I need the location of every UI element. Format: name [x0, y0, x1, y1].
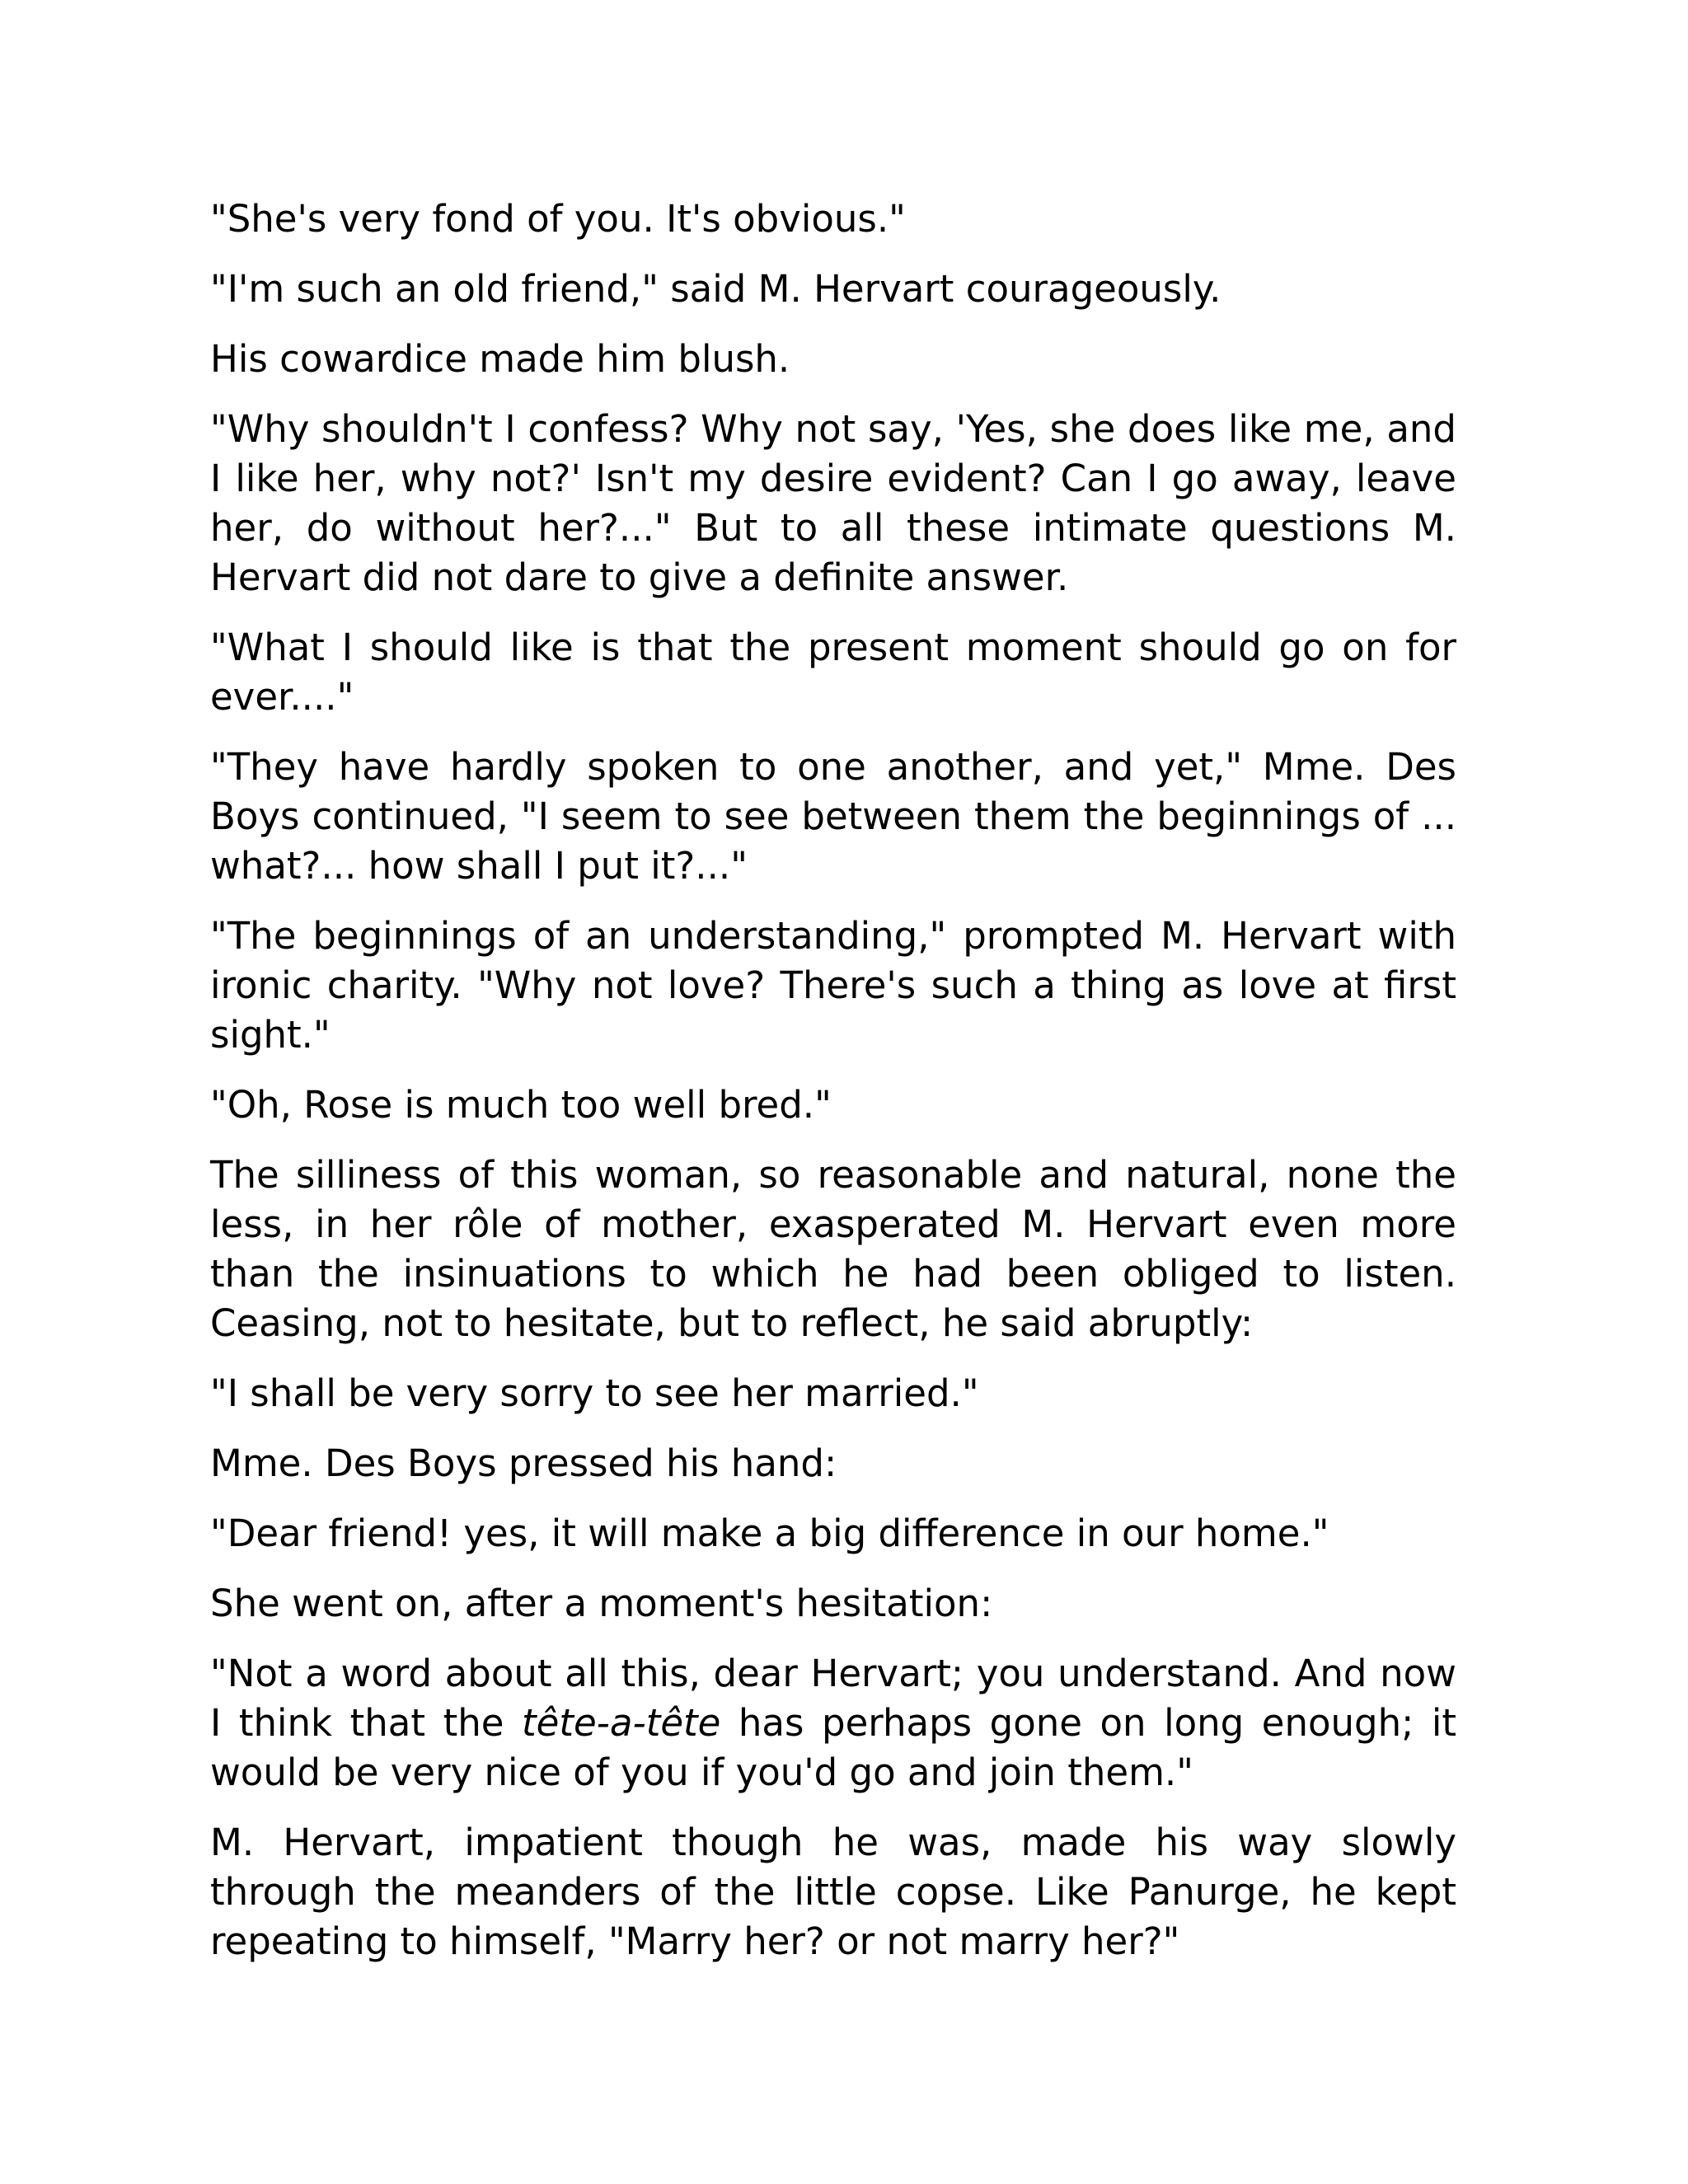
paragraph: "They have hardly spoken to one another, and yet," Mme. Des Boys continued, "I seem to see between them the beginnings of ... what?... how shall I put it?..." — [210, 745, 1456, 888]
paragraph: The silliness of this woman, so reasonable and natural, none the less, in her rôle of mother, exasperated M. Hervart even more than the insinuations to which he had been obliged to listen. Ceasing, not to hesitate, but to reflect, he said abruptly: — [210, 1153, 1456, 1345]
paragraph: She went on, after a moment's hesitation: — [210, 1582, 993, 1625]
paragraph: Mme. Des Boys pressed his hand: — [210, 1441, 837, 1485]
paragraph-text-after: has perhaps gone on long enough; it would be very nice of you if you'd go and join them." — [210, 1701, 1456, 1794]
paragraph: "Why shouldn't I confess? Why not say, 'Yes, she does like me, and I like her, why not?' Isn't my desire evident? Can I go away, leave her, do without her?..." But to all these intimate questions M. Hervart did not dare to give a definite answer. — [210, 407, 1456, 599]
document-page — [210, 194, 1456, 1987]
paragraph: "I shall be very sorry to see her married." — [210, 1371, 979, 1415]
paragraph: "Oh, Rose is much too well bred." — [210, 1083, 832, 1127]
paragraph: "The beginnings of an understanding," prompted M. Hervart with ironic charity. "Why not love? There's such a thing as love at first sight." — [210, 914, 1456, 1057]
paragraph: M. Hervart, impatient though he was, made his way slowly through the meanders of the little copse. Like Panurge, he kept repeating to himself, "Marry her? or not marry her?" — [210, 1821, 1456, 1963]
paragraph — [210, 1649, 1456, 1797]
italic-phrase: tête-a-tête — [521, 1701, 721, 1745]
paragraph: "What I should like is that the present moment should go on for ever...." — [210, 626, 1456, 719]
paragraph: "I'm such an old friend," said M. Hervart courageously. — [210, 267, 1221, 311]
paragraph: His cowardice made him blush. — [210, 337, 790, 381]
paragraph: "Dear friend! yes, it will make a big difference in our home." — [210, 1511, 1329, 1555]
paragraph: "She's very fond of you. It's obvious." — [210, 197, 906, 241]
paragraph-text-before: "Not a word about all this, dear Hervart; you understand. And now I think that the — [210, 1652, 1456, 1745]
